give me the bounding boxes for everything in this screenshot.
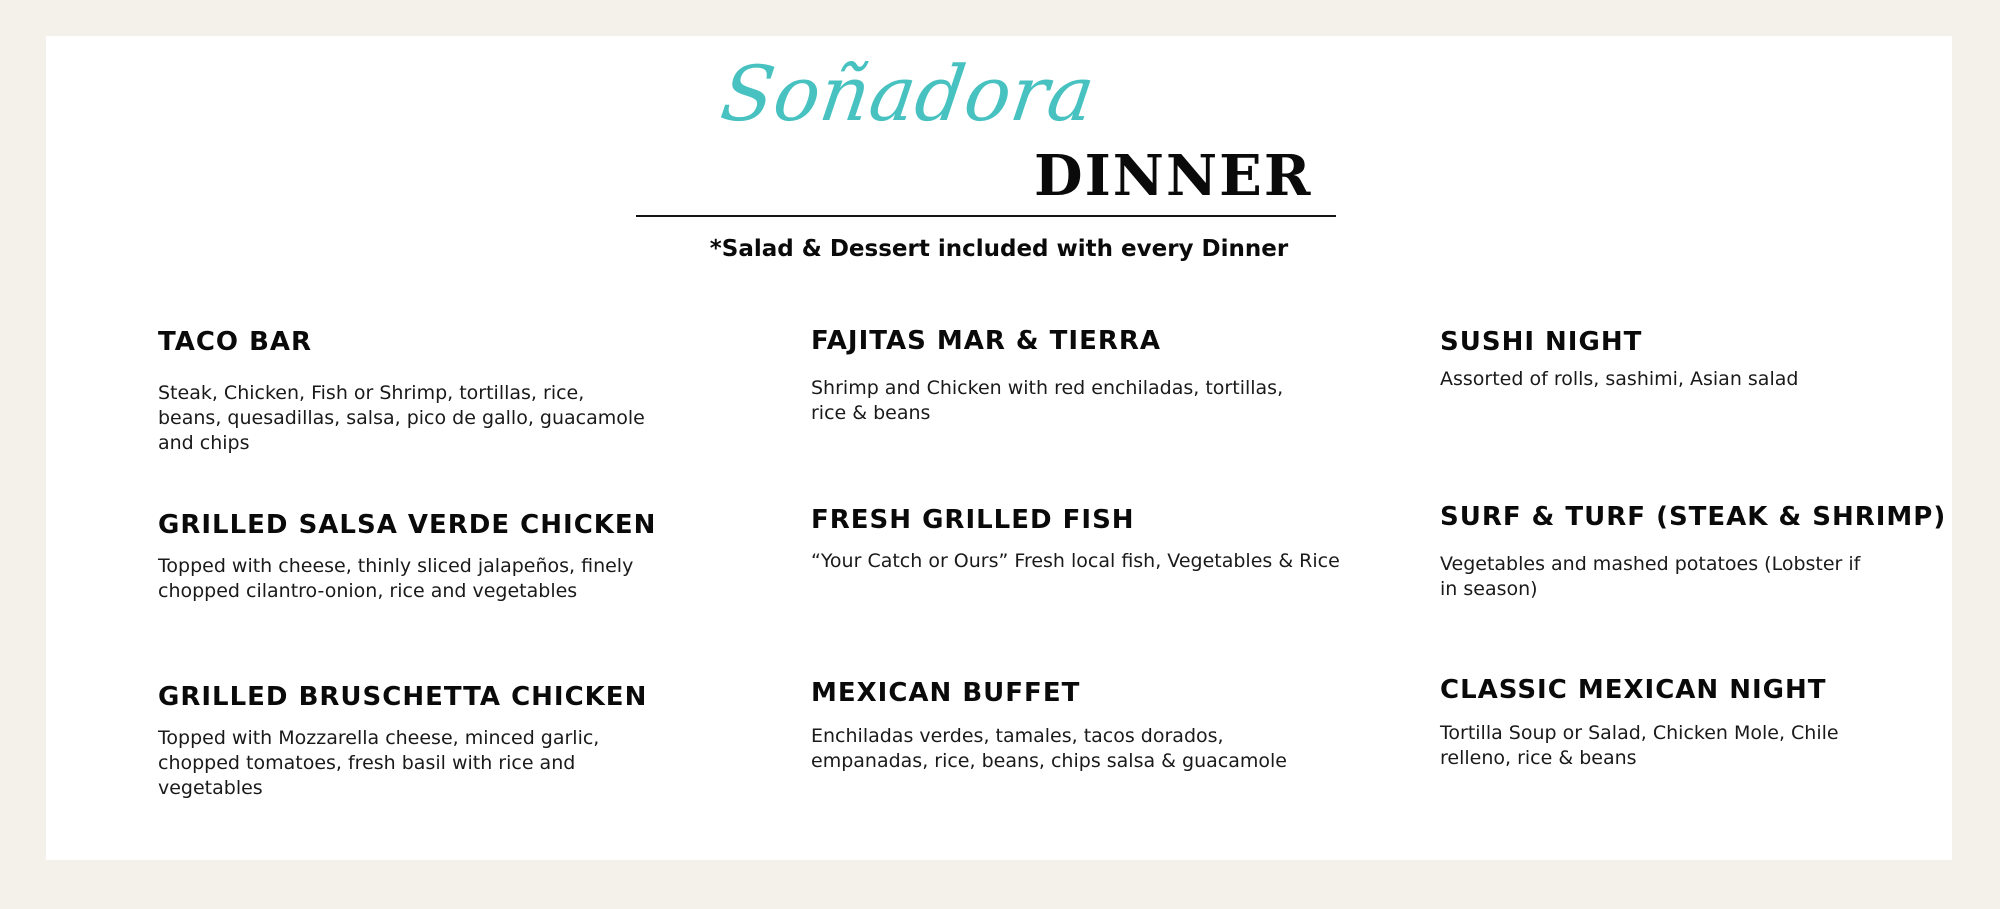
menu-item-taco-bar xyxy=(158,328,648,456)
menu-item-description: Vegetables and mashed potatoes (Lobster if in season) xyxy=(1440,552,1861,600)
dinner-title: DINNER xyxy=(1034,143,1313,209)
menu-item-description: Steak, Chicken, Fish or Shrimp, tortillas, rice, beans, quesadillas, salsa, pico de gallo, guacamole and chips xyxy=(158,381,645,454)
menu-item-name: CLASSIC MEXICAN NIGHT xyxy=(1440,675,1827,705)
menu-item-mexican-buffet xyxy=(811,679,1331,774)
menu-item-description: Topped with cheese, thinly sliced jalapeños, finely chopped cilantro-onion, rice and vegetables xyxy=(158,554,634,602)
menu-item-surf-turf xyxy=(1440,502,1947,602)
menu-item-fajitas xyxy=(811,327,1321,426)
menu-item-description: Tortilla Soup or Salad, Chicken Mole, Chile relleno, rice & beans xyxy=(1440,721,1839,769)
menu-item-name: FRESH GRILLED FISH xyxy=(811,505,1135,535)
menu-item-name: SURF & TURF (STEAK & SHRIMP) xyxy=(1440,502,1947,532)
menu-item-description: “Your Catch or Ours” Fresh local fish, Vegetables & Rice xyxy=(811,549,1340,572)
menu-item-name: GRILLED SALSA VERDE CHICKEN xyxy=(158,510,657,540)
menu-item-grilled-fish xyxy=(811,506,1371,574)
menu-header xyxy=(46,36,1952,276)
menu-item-sushi-night xyxy=(1440,328,1910,392)
title-divider xyxy=(636,215,1336,217)
menu-title xyxy=(715,49,1322,209)
menu-item-name: GRILLED BRUSCHETTA CHICKEN xyxy=(158,682,648,712)
subtitle: *Salad & Dessert included with every Dinner xyxy=(709,236,1289,262)
menu-item-classic-mexican xyxy=(1440,676,1910,771)
menu-item-name: FAJITAS MAR & TIERRA xyxy=(811,326,1161,356)
menu-item-bruschetta-chicken xyxy=(158,682,648,801)
menu-item-name: SUSHI NIGHT xyxy=(1440,327,1643,357)
menu-item-name: MEXICAN BUFFET xyxy=(811,678,1081,708)
menu-item-description: Topped with Mozzarella cheese, minced garlic, chopped tomatoes, fresh basil with rice and vegetables xyxy=(158,726,600,799)
menu-item-description: Assorted of rolls, sashimi, Asian salad xyxy=(1440,367,1799,390)
menu-item-description: Shrimp and Chicken with red enchiladas, tortillas, rice & beans xyxy=(811,376,1284,424)
menu-item-name: TACO BAR xyxy=(158,327,313,357)
menu-item-description: Enchiladas verdes, tamales, tacos dorados, empanadas, rice, beans, chips salsa & guacamole xyxy=(811,724,1287,772)
script-title: Soñadora xyxy=(715,49,1101,138)
menu-card xyxy=(46,36,1952,860)
menu-item-salsa-verde-chicken xyxy=(158,510,657,604)
